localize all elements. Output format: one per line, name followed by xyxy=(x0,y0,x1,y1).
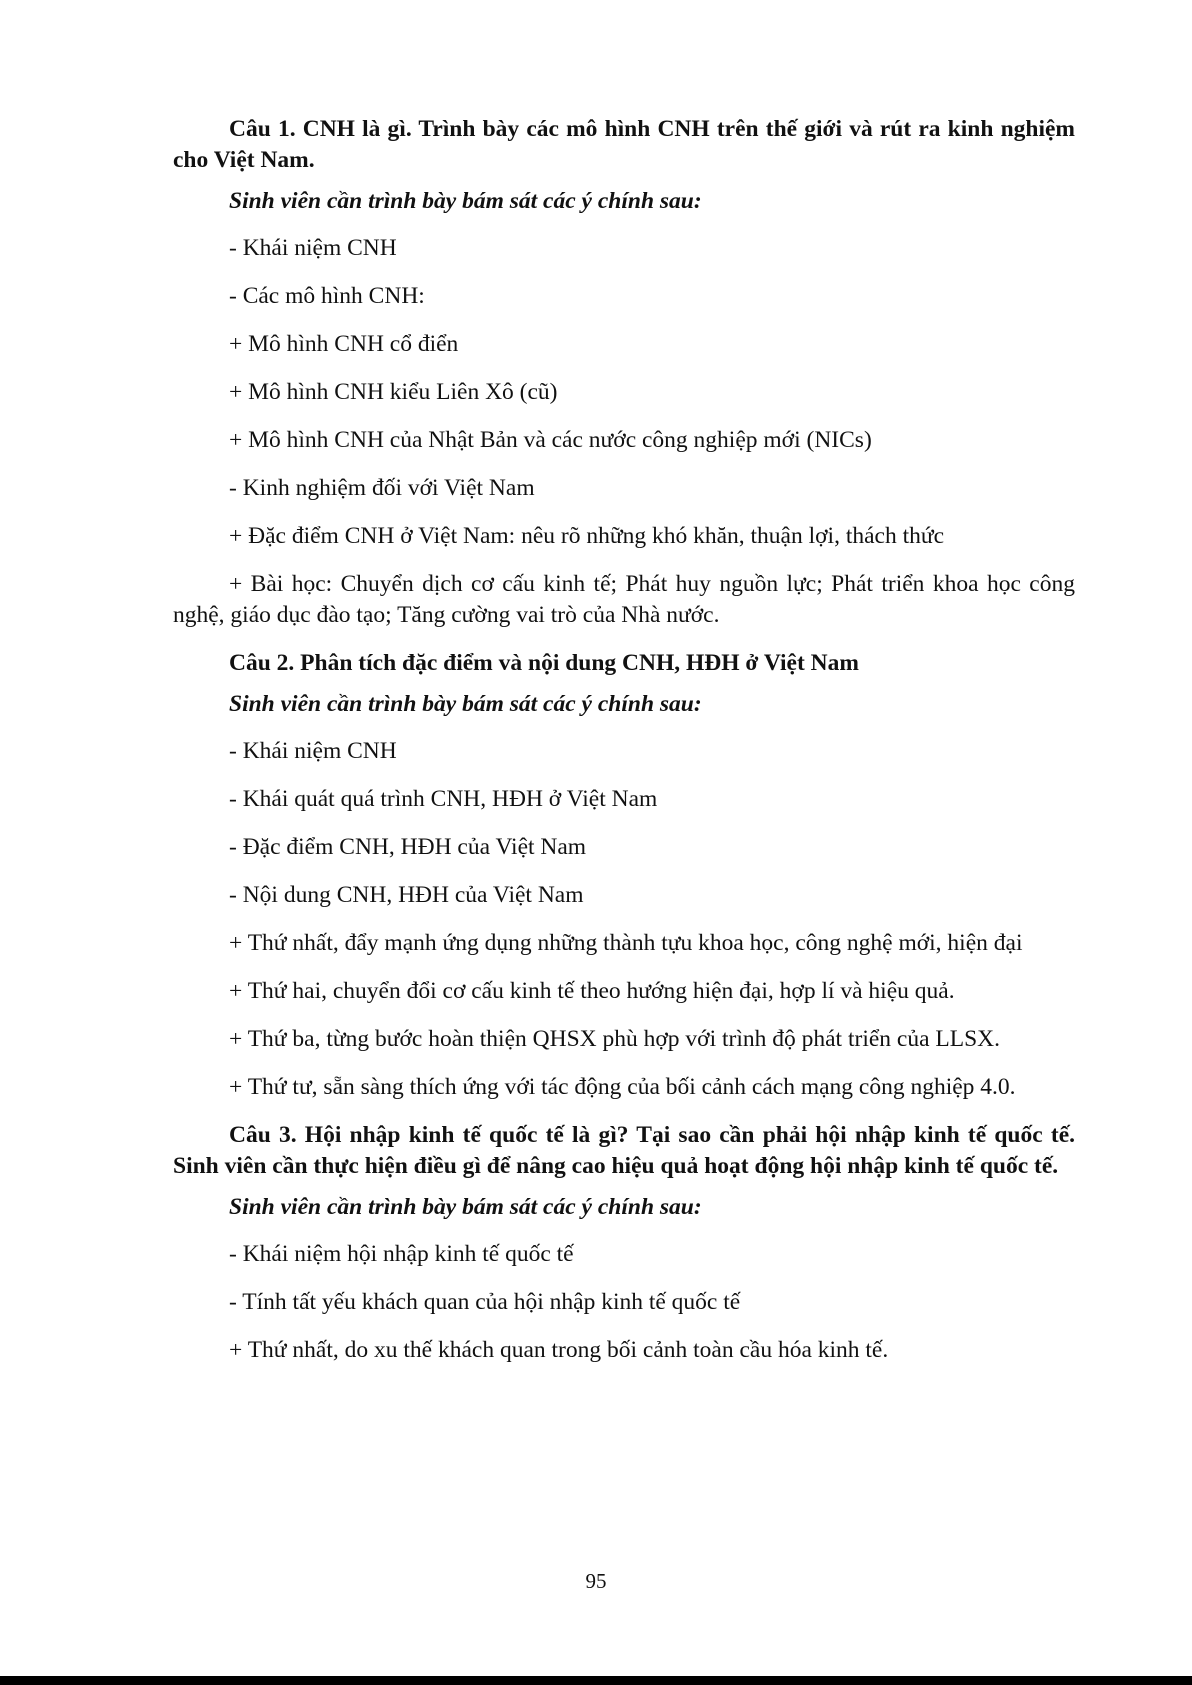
list-item: + Mô hình CNH cổ điển xyxy=(229,331,459,357)
question-2-heading: Câu 2. Phân tích đặc điểm và nội dung CNH, HĐH ở Việt Nam xyxy=(229,650,859,676)
question-2-instruction: Sinh viên cần trình bày bám sát các ý chính sau: xyxy=(229,691,702,717)
list-item: + Đặc điểm CNH ở Việt Nam: nêu rõ những khó khăn, thuận lợi, thách thức xyxy=(229,523,945,549)
list-item: + Thứ ba, từng bước hoàn thiện QHSX phù hợp với trình độ phát triển của LLSX. xyxy=(229,1026,1001,1052)
page-content xyxy=(173,114,1075,1383)
list-item: - Tính tất yếu khách quan của hội nhập kinh tế quốc tế xyxy=(229,1289,741,1315)
list-item: - Khái niệm CNH xyxy=(229,235,397,261)
list-item: - Các mô hình CNH: xyxy=(229,283,425,309)
list-item: - Đặc điểm CNH, HĐH của Việt Nam xyxy=(229,834,587,860)
list-item: + Mô hình CNH của Nhật Bản và các nước công nghiệp mới (NICs) xyxy=(229,427,872,453)
list-item: + Thứ hai, chuyển đổi cơ cấu kinh tế theo hướng hiện đại, hợp lí và hiệu quả. xyxy=(229,978,955,1004)
list-item: + Bài học: Chuyển dịch cơ cấu kinh tế; Phát huy nguồn lực; Phát triển khoa học công nghệ, giáo dục đào tạo; Tăng cường vai trò của Nhà nước. xyxy=(173,571,1075,628)
list-item: - Khái niệm hội nhập kinh tế quốc tế xyxy=(229,1241,574,1267)
list-item: + Thứ tư, sẵn sàng thích ứng với tác động của bối cảnh cách mạng công nghiệp 4.0. xyxy=(229,1074,1016,1100)
list-item: - Khái quát quá trình CNH, HĐH ở Việt Nam xyxy=(229,786,658,812)
question-1-instruction: Sinh viên cần trình bày bám sát các ý chính sau: xyxy=(229,188,702,214)
list-item: + Thứ nhất, đẩy mạnh ứng dụng những thành tựu khoa học, công nghệ mới, hiện đại xyxy=(229,930,1023,956)
list-item: - Nội dung CNH, HĐH của Việt Nam xyxy=(229,882,584,908)
page-number: 95 xyxy=(585,1569,607,1593)
list-item: + Thứ nhất, do xu thế khách quan trong bối cảnh toàn cầu hóa kinh tế. xyxy=(229,1337,889,1363)
question-3-heading: Câu 3. Hội nhập kinh tế quốc tế là gì? Tại sao cần phải hội nhập kinh tế quốc tế. Sinh viên cần thực hiện điều gì để nâng cao hiệu quả hoạt động hội nhập kinh tế quốc tế. xyxy=(173,1122,1075,1179)
question-3-instruction: Sinh viên cần trình bày bám sát các ý chính sau: xyxy=(229,1194,702,1220)
list-item: - Kinh nghiệm đối với Việt Nam xyxy=(229,475,535,501)
bottom-border xyxy=(0,1676,1192,1685)
question-1-heading: Câu 1. CNH là gì. Trình bày các mô hình CNH trên thế giới và rút ra kinh nghiệm cho Việt Nam. xyxy=(173,116,1075,173)
list-item: - Khái niệm CNH xyxy=(229,738,397,764)
list-item: + Mô hình CNH kiểu Liên Xô (cũ) xyxy=(229,379,558,405)
